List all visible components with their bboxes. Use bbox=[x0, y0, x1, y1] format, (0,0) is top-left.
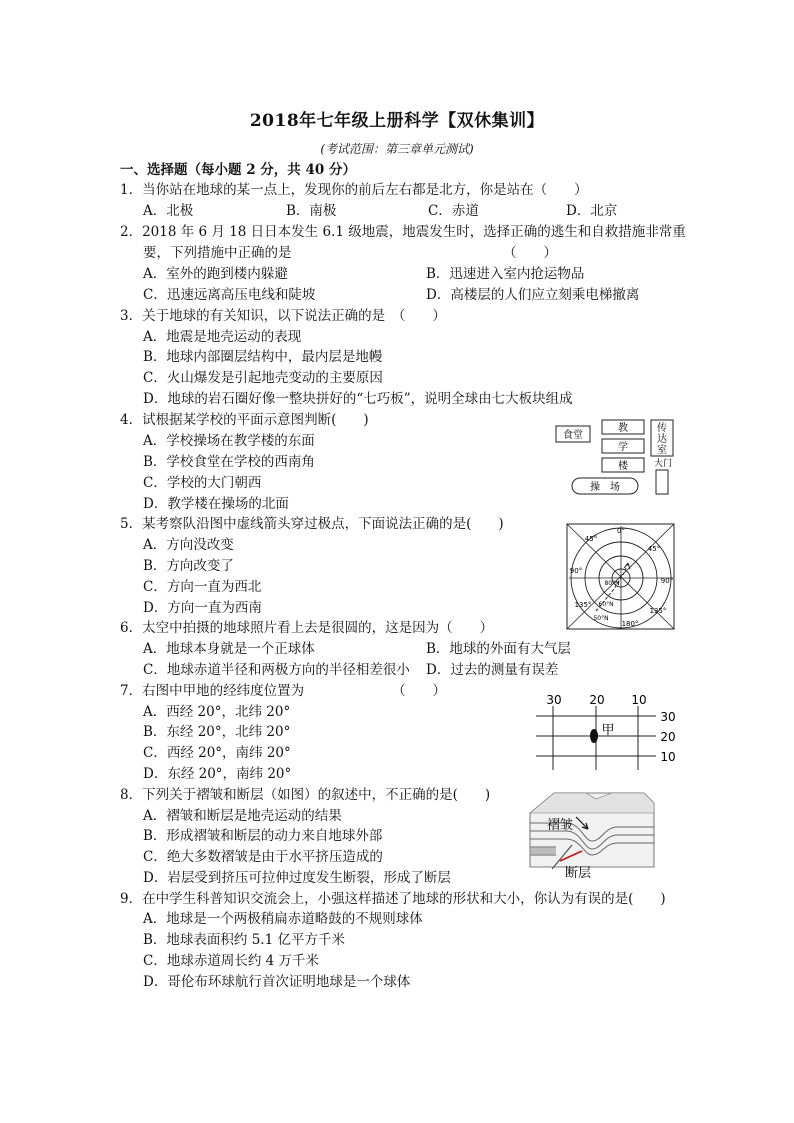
q5-option-c: C．方向一直为西北 bbox=[143, 579, 262, 595]
q7-stem: 7．右图中甲地的经纬度位置为 bbox=[120, 683, 305, 699]
lat-label-20: 20 bbox=[660, 730, 676, 744]
school-map-figure bbox=[552, 418, 682, 502]
q5-option-d: D．方向一直为西南 bbox=[143, 600, 262, 616]
q9-option-c: C．地球赤道周长约 4 万千米 bbox=[143, 953, 320, 969]
polar-projection-figure bbox=[566, 523, 676, 635]
building-label-lou: 楼 bbox=[618, 461, 628, 472]
page-title: 2018年七年级上册科学【双休集训】 bbox=[249, 111, 545, 131]
lat-label-10: 10 bbox=[660, 750, 676, 764]
q7-option-c: C．西经 20°，南纬 20° bbox=[143, 745, 291, 761]
q9-option-d: D．哥伦布环球航行首次证明地球是一个球体 bbox=[143, 974, 411, 990]
lat-80-label: 80°N bbox=[604, 580, 620, 587]
q3-option-a: A．地震是地壳运动的表现 bbox=[143, 329, 302, 345]
section-heading: 一、选择题（每小题 2 分，共 40 分） bbox=[120, 162, 356, 178]
q6-option-a: A．地球本身就是一个正球体 bbox=[143, 641, 315, 657]
q1-option-a: A．北极 bbox=[143, 203, 194, 219]
q5-stem: 5．某考察队沿图中虚线箭头穿过极点，下面说法正确的是( ) bbox=[120, 516, 504, 532]
gatehouse-label-chuan: 传 bbox=[657, 423, 667, 434]
q5-option-a: A．方向没改变 bbox=[143, 537, 234, 553]
q8-option-c: C．绝大多数褶皱是由于水平挤压造成的 bbox=[143, 849, 383, 865]
q2-option-d: D．高楼层的人们应立刻乘电梯撤离 bbox=[426, 287, 640, 303]
gatehouse-label-da: 达 bbox=[657, 434, 667, 445]
q4-stem: 4．试根据某学校的平面示意图判断( ) bbox=[120, 412, 369, 428]
q8-option-d: D．岩层受到挤压可拉伸过度发生断裂，形成了断层 bbox=[143, 870, 451, 886]
q3-option-b: B．地球内部圈层结构中，最内层是地幔 bbox=[143, 349, 383, 365]
gatehouse-label-shi: 室 bbox=[657, 445, 667, 456]
playground-label: 操 场 bbox=[590, 482, 620, 493]
q2-stem-line2: 要，下列措施中正确的是 bbox=[143, 245, 292, 261]
q8-option-b: B．形成褶皱和断层的动力来自地球外部 bbox=[143, 828, 383, 844]
q9-option-b: B．地球表面积约 5.1 亿平方千米 bbox=[143, 932, 345, 948]
q1-stem: 1．当你站在地球的某一点上，发现你的前后左右都是北方，你是站在（ ） bbox=[120, 182, 588, 198]
lon-label-10: 10 bbox=[631, 693, 647, 707]
q5-option-b: B．方向改变了 bbox=[143, 558, 234, 574]
q2-option-c: C．迅速远离高压电线和陡坡 bbox=[143, 287, 316, 303]
lon-90a-label: 90° bbox=[569, 567, 583, 575]
q6-option-b: B．地球的外面有大气层 bbox=[426, 641, 571, 657]
point-jia-label: 甲 bbox=[601, 723, 615, 738]
q1-option-c: C．赤道 bbox=[428, 203, 479, 219]
q4-option-a: A．学校操场在教学楼的东面 bbox=[143, 433, 315, 449]
lon-45b-label: 45° bbox=[647, 545, 661, 553]
q7-option-a: A．西经 20°，北纬 20° bbox=[143, 704, 291, 720]
q9-stem: 9．在中学生科普知识交流会上，小强这样描述了地球的形状和大小，你认为有误的是( ) bbox=[120, 891, 666, 907]
lon-45a-label: 45° bbox=[584, 535, 598, 543]
q2-option-b: B．迅速进入室内抢运物品 bbox=[426, 266, 585, 282]
lon-135a-label: 135° bbox=[574, 601, 592, 609]
page-subtitle: (考试范围：第三章单元测试) bbox=[320, 142, 474, 156]
fold-label: 褶皱 bbox=[546, 818, 574, 833]
q4-option-c: C．学校的大门朝西 bbox=[143, 475, 262, 491]
building-label-jiao: 教 bbox=[618, 423, 628, 434]
lon-180-label: 180° bbox=[621, 620, 639, 628]
lat-50-label: 50°N bbox=[593, 615, 609, 622]
q1-option-b: B．南极 bbox=[286, 203, 337, 219]
canteen-label: 食堂 bbox=[563, 430, 583, 441]
q6-option-d: D．过去的测量有误差 bbox=[426, 662, 559, 678]
lon-0-label: 0° bbox=[617, 527, 625, 535]
lat-60-label: 60°N bbox=[598, 601, 614, 608]
q3-option-c: C．火山爆发是引起地壳变动的主要原因 bbox=[143, 370, 383, 386]
building-label-xue: 学 bbox=[618, 442, 628, 453]
q3-option-d: D．地球的岩石圈好像一整块拼好的“七巧板”，说明全球由七大板块组成 bbox=[143, 391, 573, 407]
q9-option-a: A．地球是一个两极稍扁赤道略鼓的不规则球体 bbox=[143, 911, 423, 927]
q8-stem: 8．下列关于褶皱和断层（如图）的叙述中，不正确的是( ) bbox=[120, 787, 491, 803]
q1-option-d: D．北京 bbox=[566, 203, 618, 219]
q3-stem: 3．关于地球的有关知识，以下说法正确的是 （ ） bbox=[120, 308, 446, 324]
q6-option-c: C．地球赤道半径和两极方向的半径相差很小 bbox=[143, 662, 410, 678]
q2-answer-paren: （ ） bbox=[503, 245, 557, 261]
q7-option-d: D．东经 20°，南纬 20° bbox=[143, 766, 292, 782]
q2-stem-line1: 2．2018 年 6 月 18 日日本发生 6.1 级地震，地震发生时，选择正确的逃生和自救措施非常重 bbox=[120, 224, 686, 240]
q8-option-a: A．褶皱和断层是地壳运动的结果 bbox=[143, 808, 342, 824]
lon-label-20: 20 bbox=[589, 693, 605, 707]
lat-lon-grid-figure bbox=[528, 690, 678, 774]
q4-option-d: D．教学楼在操场的北面 bbox=[143, 496, 289, 512]
q2-option-a: A．室外的跑到楼内躲避 bbox=[143, 266, 288, 282]
lon-90b-label: 90° bbox=[660, 577, 674, 585]
q7-option-b: B．东经 20°，北纬 20° bbox=[143, 724, 291, 740]
q6-stem: 6．太空中拍摄的地球照片看上去是很圆的，这是因为（ ） bbox=[120, 620, 494, 636]
lon-label-30: 30 bbox=[546, 693, 562, 707]
lat-label-30: 30 bbox=[660, 710, 676, 724]
lon-135b-label: 135° bbox=[649, 607, 667, 615]
q4-option-b: B．学校食堂在学校的西南角 bbox=[143, 454, 315, 470]
fault-label: 断层 bbox=[564, 866, 592, 881]
fold-fault-figure bbox=[526, 789, 658, 885]
gate-label: 大门 bbox=[653, 459, 673, 469]
q7-answer-paren: （ ） bbox=[392, 683, 446, 699]
